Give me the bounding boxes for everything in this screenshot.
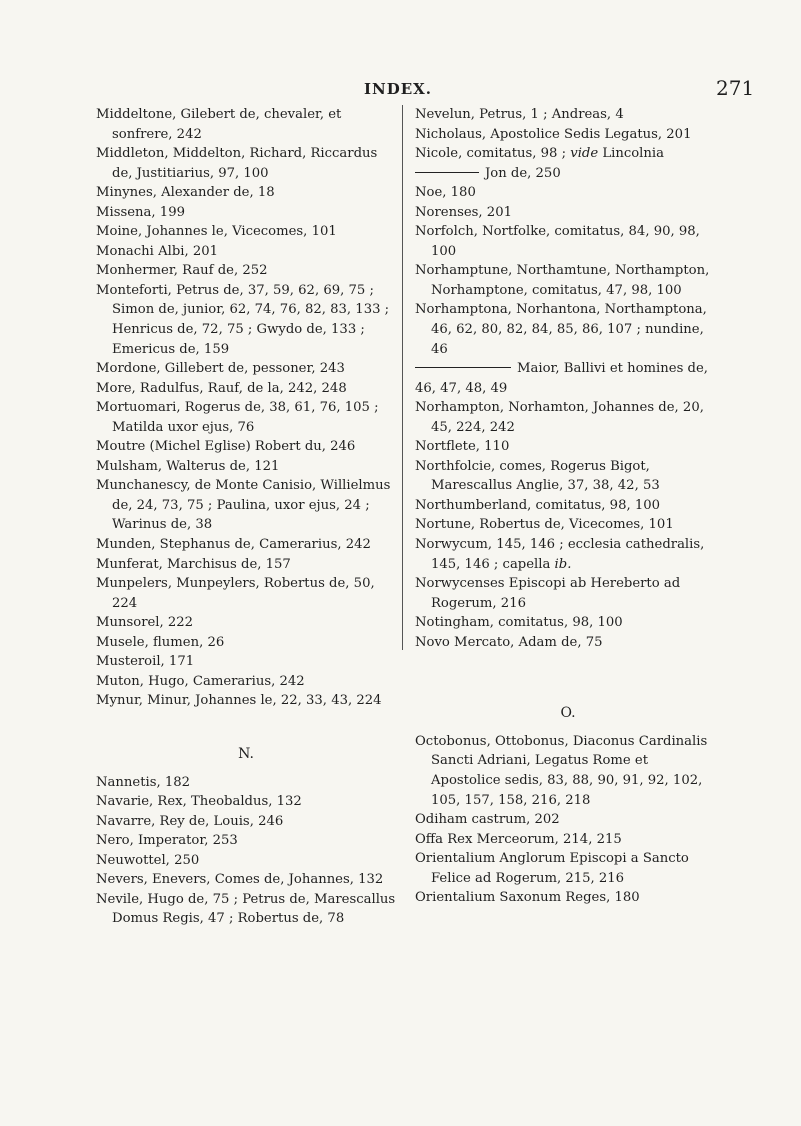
page-title: INDEX. (364, 80, 433, 98)
index-entry: Octobonus, Ottobonus, Diaconus Cardinalis Sancti Adriani, Legatus Rome et Apostolice sedis, 83, 88, 90, 91, 92, 102, 105, 157, 158, 216, 218 (415, 733, 708, 808)
index-entry: More, Radulfus, Rauf, de la, 242, 248 (96, 380, 347, 396)
index-entry: Northumberland, comitatus, 98, 100 (415, 497, 661, 513)
index-entry: Orientalium Saxonum Reges, 180 (415, 890, 640, 906)
entry-text: Jon de, 250 (485, 165, 561, 181)
index-entry: Neuwottel, 250 (96, 852, 200, 868)
index-entry: Norhamptona, Norhantona, Northamptona, 46, 62, 80, 82, 84, 85, 86, 107 ; nundine, 46 (415, 302, 707, 357)
ditto-dash (415, 172, 479, 173)
index-entry: Middeltone, Gilebert de, chevaler, et sonfrere, 242 (96, 107, 342, 142)
index-entry: Munferat, Marchisus de, 157 (96, 556, 291, 572)
index-entry: Minynes, Alexander de, 18 (96, 185, 275, 201)
index-entry: Nicholaus, Apostolice Sedis Legatus, 201 (415, 126, 692, 142)
section-letter-n: N. (238, 745, 254, 762)
index-entry: Musteroil, 171 (96, 654, 195, 670)
index-entry: Muton, Hugo, Camerarius, 242 (96, 673, 305, 689)
index-entry (415, 535, 721, 574)
index-entry: Nannetis, 182 (96, 774, 191, 790)
index-subentry (415, 359, 721, 398)
entry-text: Norwycum, 145, 146 ; ecclesia cathedralis, 145, 146 ; capella (415, 537, 705, 572)
index-entry: Munden, Stephanus de, Camerarius, 242 (96, 537, 371, 553)
index-entry: Monteforti, Petrus de, 37, 59, 62, 69, 75 ; Simon de, junior, 62, 74, 76, 82, 83, 133 ; Henricus de, 72, 75 ; Gwydo de, 133 ; Emericus de, 159 (96, 282, 390, 357)
index-entry: Noe, 180 (415, 185, 476, 201)
vide-reference: vide (570, 146, 599, 162)
index-entry: Nortune, Robertus de, Vicecomes, 101 (415, 517, 674, 533)
index-entry: Nortflete, 110 (415, 439, 510, 455)
index-entry: Notingham, comitatus, 98, 100 (415, 615, 623, 631)
index-entry: Moutre (Michel Eglise) Robert du, 246 (96, 439, 356, 455)
index-entry (415, 144, 721, 164)
index-entry: Offa Rex Merceorum, 214, 215 (415, 831, 622, 847)
index-entry: Mulsham, Walterus de, 121 (96, 458, 280, 474)
index-entry: Munchanescy, de Monte Canisio, Willielmus de, 24, 73, 75 ; Paulina, uxor ejus, 24 ; Warinus de, 38 (96, 478, 391, 533)
index-entry: Nero, Imperator, 253 (96, 833, 238, 849)
index-entry: Novo Mercato, Adam de, 75 (415, 634, 603, 650)
page-header (0, 74, 801, 104)
index-entry: Nevers, Enevers, Comes de, Johannes, 132 (96, 872, 384, 888)
index-entry: Navarre, Rey de, Louis, 246 (96, 813, 284, 829)
index-entry: Munpelers, Munpeylers, Robertus de, 50, 224 (96, 576, 375, 611)
index-entry: Odiham castrum, 202 (415, 812, 560, 828)
index-entry: Mortuomari, Rogerus de, 38, 61, 76, 105 ; Matilda uxor ejus, 76 (96, 400, 379, 435)
index-entry: Middleton, Middelton, Richard, Riccardus de, Justitiarius, 97, 100 (96, 146, 378, 181)
section-letter-o: O. (560, 705, 576, 722)
entry-text: Nicole, comitatus, 98 ; (415, 146, 567, 162)
index-entry: Orientalium Anglorum Episcopi a Sancto Felice ad Rogerum, 215, 216 (415, 851, 689, 886)
ditto-dash (415, 367, 511, 368)
index-entry: Mynur, Minur, Johannes le, 22, 33, 43, 224 (96, 693, 382, 709)
index-entry: Moine, Johannes le, Vicecomes, 101 (96, 224, 337, 240)
index-entry: Nevelun, Petrus, 1 ; Andreas, 4 (415, 107, 624, 122)
page-number: 271 (716, 76, 755, 100)
left-column (96, 105, 396, 929)
index-entry: Munsorel, 222 (96, 615, 194, 631)
index-entry: Monachi Albi, 201 (96, 243, 219, 259)
index-entry: Navarie, Rex, Theobaldus, 132 (96, 794, 302, 810)
index-entry: Norwycenses Episcopi ab Hereberto ad Rogerum, 216 (415, 576, 681, 611)
column-divider (402, 105, 403, 650)
index-entry: Mordone, Gillebert de, pessoner, 243 (96, 361, 345, 377)
index-entry: Northfolcie, comes, Rogerus Bigot, Marescallus Anglie, 37, 38, 42, 53 (415, 458, 660, 494)
index-entry: Musele, flumen, 26 (96, 634, 225, 650)
index-subentry (415, 164, 721, 184)
index-entry: Norhamptune, Northamtune, Northampton, Norhamptone, comitatus, 47, 98, 100 (415, 263, 710, 298)
ibidem-reference: ib. (554, 556, 572, 572)
index-entry: Norenses, 201 (415, 204, 512, 220)
index-entry: Norfolch, Nortfolke, comitatus, 84, 90, 98, 100 (415, 224, 700, 259)
index-entry: Nevile, Hugo de, 75 ; Petrus de, Marescallus Domus Regis, 47 ; Robertus de, 78 (96, 891, 396, 927)
index-entry: Missena, 199 (96, 204, 185, 220)
index-entry: Norhampton, Norhamton, Johannes de, 20, 45, 224, 242 (415, 400, 704, 435)
right-column (415, 105, 721, 908)
entry-text: Lincolnia (598, 146, 664, 162)
index-entry: Monhermer, Rauf de, 252 (96, 263, 268, 279)
entry-text: Maior, Ballivi et homines de, 46, 47, 48, 49 (415, 361, 708, 396)
